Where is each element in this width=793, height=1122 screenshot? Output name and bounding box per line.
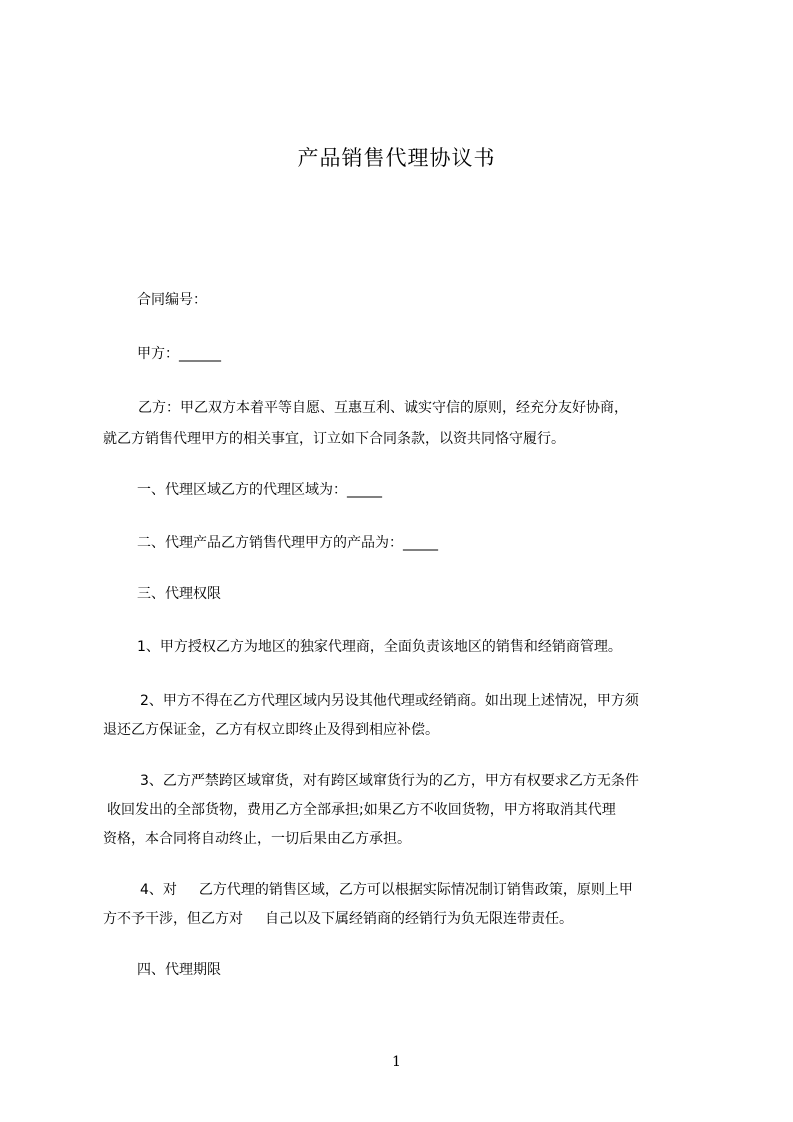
page-number: 1 (392, 1054, 401, 1070)
item-4-line-2-rest: 自己以及下属经销商的经销行为负无限连带责任。 (265, 911, 573, 927)
item-4-line-2 (103, 903, 703, 936)
item-3-line-2: 收回发出的全部货物，费用乙方全部承担;如果乙方不收回货物，甲方将取消其代理 (107, 802, 616, 818)
document-title: 产品销售代理协议书 (297, 146, 496, 170)
contract-number-line: 合同编号： (137, 292, 207, 308)
section-2-heading: 二、代理产品乙方销售代理甲方的产品为：_____ (137, 535, 438, 551)
item-4-line-2-start: 方不予干涉，但乙方对 (103, 911, 243, 927)
item-4-line-1-start: 4、对 (140, 882, 177, 898)
item-1: 1、甲方授权乙方为地区的独家代理商，全面负责该地区的销售和经销商管理。 (137, 639, 622, 655)
item-4-line-1-rest: 乙方代理的销售区域，乙方可以根据实际情况制订销售政策，原则上甲 (198, 882, 633, 898)
party-b-line-1: 乙方：甲乙双方本着平等自愿、互惠互利、诚实守信的原则，经充分友好协商， (138, 400, 628, 416)
section-3-heading: 三、代理权限 (137, 586, 221, 602)
item-3-line-3: 资格，本合同将自动终止，一切后果由乙方承担。 (103, 831, 411, 847)
section-4-heading: 四、代理期限 (137, 962, 221, 978)
party-a-line: 甲方：______ (137, 346, 221, 362)
item-3-line-1: 3、乙方严禁跨区域窜货，对有跨区域窜货行为的乙方，甲方有权要求乙方无条件 (140, 773, 639, 789)
item-2-line-2: 退还乙方保证金，乙方有权立即终止及得到相应补偿。 (103, 722, 439, 738)
item-2-line-1: 2、甲方不得在乙方代理区域内另设其他代理或经销商。如出现上述情况，甲方须 (140, 693, 639, 709)
section-1-heading: 一、代理区域乙方的代理区域为：_____ (137, 482, 382, 498)
party-b-line-2: 就乙方销售代理甲方的相关事宜，订立如下合同条款，以资共同恪守履行。 (103, 431, 565, 447)
